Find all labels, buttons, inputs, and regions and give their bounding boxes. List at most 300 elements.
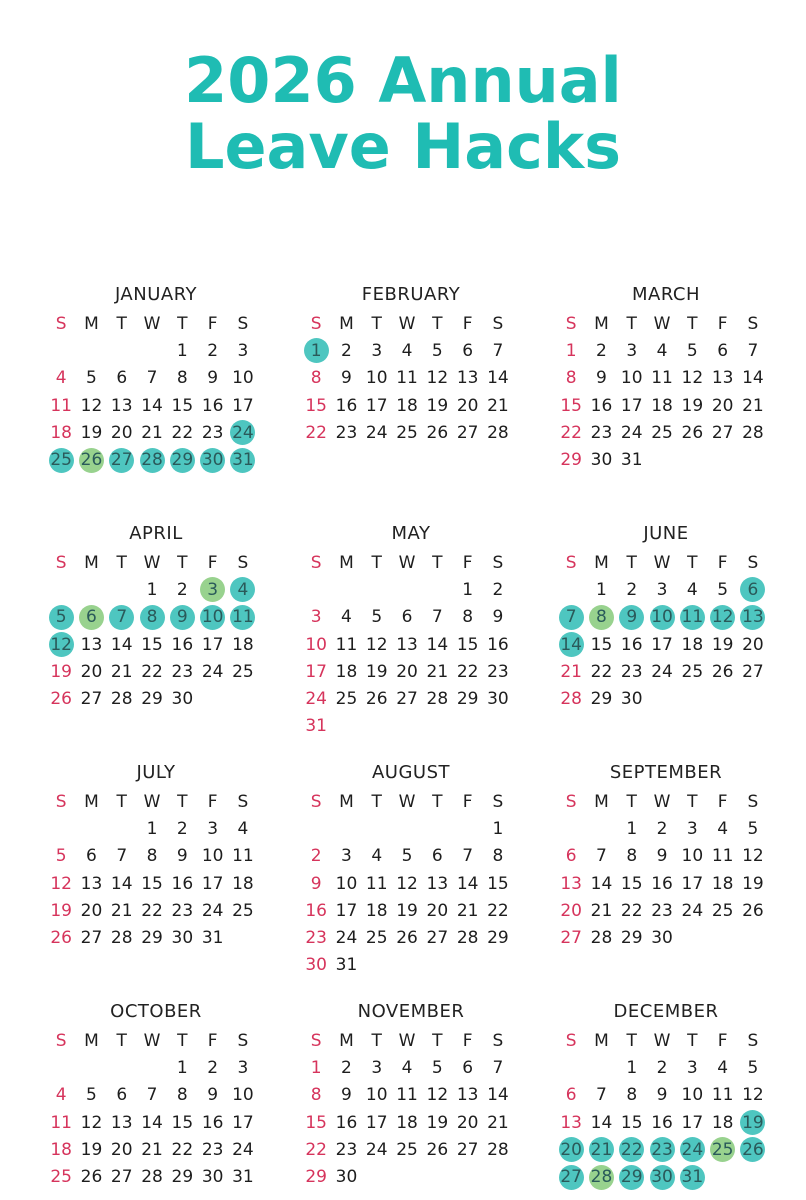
day-number: 30 bbox=[487, 689, 509, 710]
day-number: 3 bbox=[310, 607, 322, 628]
day-number: 5 bbox=[717, 579, 729, 600]
day-number: 18 bbox=[396, 1112, 418, 1133]
day-number: 11 bbox=[50, 395, 72, 416]
month-november bbox=[301, 999, 521, 1191]
day-cell bbox=[617, 392, 647, 419]
leave-day bbox=[617, 1163, 647, 1190]
day-number: 5 bbox=[401, 846, 413, 867]
day-number: 22 bbox=[590, 661, 613, 682]
weekday-header: T bbox=[432, 313, 443, 334]
month-grid bbox=[556, 549, 776, 713]
day-number: 10 bbox=[620, 368, 643, 389]
day-cell bbox=[301, 1082, 331, 1109]
day-cell bbox=[107, 631, 137, 658]
day-cell bbox=[107, 419, 137, 446]
weekday-header: S bbox=[310, 791, 322, 812]
day-cell bbox=[707, 1109, 737, 1136]
day-cell bbox=[707, 365, 737, 392]
day-number: 21 bbox=[487, 395, 509, 416]
page-title bbox=[0, 44, 806, 183]
weekday-header: W bbox=[398, 791, 416, 812]
day-number: 9 bbox=[341, 1085, 352, 1106]
day-cell bbox=[483, 576, 513, 603]
day-cell bbox=[167, 1109, 197, 1136]
day-number: 23 bbox=[651, 900, 673, 921]
day-number: 30 bbox=[171, 689, 194, 710]
day-cell bbox=[331, 365, 361, 392]
day-cell bbox=[362, 392, 392, 419]
empty-cell bbox=[46, 1054, 76, 1081]
day-cell bbox=[586, 419, 616, 446]
day-number: 17 bbox=[620, 395, 643, 416]
day-number: 25 bbox=[711, 900, 734, 921]
day-cell bbox=[647, 1054, 677, 1081]
day-cell bbox=[647, 1109, 677, 1136]
day-number: 9 bbox=[492, 607, 504, 628]
day-number: 19 bbox=[80, 1139, 103, 1160]
day-number: 17 bbox=[365, 1112, 388, 1133]
day-number: 18 bbox=[396, 395, 418, 416]
month-grid bbox=[46, 310, 266, 474]
day-number: 11 bbox=[681, 607, 704, 628]
day-number: 25 bbox=[50, 450, 72, 471]
day-number: 10 bbox=[305, 634, 327, 655]
day-number: 12 bbox=[80, 395, 103, 416]
day-number: 14 bbox=[110, 634, 133, 655]
day-cell bbox=[422, 685, 452, 712]
month-grid bbox=[301, 310, 521, 446]
day-number: 16 bbox=[171, 634, 194, 655]
day-cell bbox=[422, 365, 452, 392]
day-number: 31 bbox=[201, 928, 224, 949]
empty-cell bbox=[362, 576, 392, 603]
day-number: 1 bbox=[596, 579, 607, 600]
day-cell bbox=[483, 392, 513, 419]
day-number: 12 bbox=[50, 634, 72, 655]
month-june bbox=[556, 521, 776, 713]
empty-cell bbox=[392, 576, 422, 603]
day-number: 1 bbox=[176, 340, 188, 361]
leave-day bbox=[228, 446, 258, 473]
empty-cell bbox=[107, 815, 137, 842]
day-number: 2 bbox=[176, 579, 188, 600]
day-number: 21 bbox=[141, 422, 163, 443]
weekday-header: S bbox=[565, 1030, 577, 1051]
day-number: 7 bbox=[492, 340, 504, 361]
day-number: 13 bbox=[80, 873, 103, 894]
day-number: 1 bbox=[492, 818, 504, 839]
day-cell bbox=[617, 419, 647, 446]
day-number: 16 bbox=[651, 1112, 673, 1133]
day-number: 18 bbox=[50, 422, 72, 443]
day-number: 1 bbox=[626, 818, 638, 839]
month-grid bbox=[46, 549, 266, 713]
day-number: 8 bbox=[565, 368, 577, 389]
weekday-header: S bbox=[565, 313, 577, 334]
day-cell bbox=[46, 897, 76, 924]
month-grid bbox=[301, 549, 521, 740]
weekday-header: W bbox=[143, 313, 161, 334]
day-cell bbox=[452, 870, 482, 897]
day-number: 25 bbox=[365, 928, 388, 949]
day-cell bbox=[107, 1136, 137, 1163]
day-number: 31 bbox=[620, 450, 643, 471]
day-number: 28 bbox=[110, 928, 133, 949]
day-number: 6 bbox=[116, 1085, 128, 1106]
day-cell bbox=[647, 392, 677, 419]
day-cell bbox=[76, 1136, 106, 1163]
day-number: 21 bbox=[141, 1139, 163, 1160]
day-number: 23 bbox=[590, 422, 613, 443]
day-number: 29 bbox=[171, 450, 194, 471]
leave-day bbox=[677, 604, 707, 631]
day-cell bbox=[331, 1109, 361, 1136]
day-number: 11 bbox=[396, 1085, 418, 1106]
day-number: 27 bbox=[396, 689, 418, 710]
day-number: 27 bbox=[560, 1167, 582, 1188]
day-number: 14 bbox=[560, 634, 582, 655]
day-number: 13 bbox=[560, 873, 582, 894]
day-cell bbox=[422, 1054, 452, 1081]
day-number: 10 bbox=[651, 607, 673, 628]
empty-cell bbox=[76, 1054, 106, 1081]
month-grid bbox=[556, 788, 776, 952]
day-number: 17 bbox=[201, 873, 224, 894]
day-number: 7 bbox=[596, 1085, 607, 1106]
day-number: 4 bbox=[717, 818, 729, 839]
day-number: 3 bbox=[371, 1057, 383, 1078]
day-number: 14 bbox=[141, 395, 163, 416]
day-number: 8 bbox=[626, 846, 638, 867]
day-cell bbox=[137, 658, 167, 685]
day-number: 29 bbox=[560, 450, 582, 471]
weekday-header: M bbox=[594, 313, 609, 334]
day-cell bbox=[586, 337, 616, 364]
day-number: 12 bbox=[80, 1112, 103, 1133]
day-number: 5 bbox=[431, 1057, 443, 1078]
month-name: MAY bbox=[391, 523, 431, 544]
day-cell bbox=[197, 419, 227, 446]
empty-cell bbox=[331, 815, 361, 842]
day-cell bbox=[617, 1109, 647, 1136]
day-number: 6 bbox=[717, 340, 729, 361]
day-cell bbox=[137, 897, 167, 924]
month-name: APRIL bbox=[129, 523, 183, 544]
day-cell bbox=[197, 392, 227, 419]
day-cell bbox=[137, 1163, 167, 1190]
day-number: 2 bbox=[207, 1057, 219, 1078]
weekday-header: F bbox=[717, 552, 728, 573]
day-number: 2 bbox=[656, 1057, 668, 1078]
day-number: 24 bbox=[365, 422, 388, 443]
weekday-header: T bbox=[626, 1030, 637, 1051]
day-number: 2 bbox=[207, 340, 219, 361]
day-cell bbox=[301, 870, 331, 897]
day-number: 19 bbox=[681, 395, 704, 416]
month-january bbox=[46, 282, 266, 474]
day-number: 21 bbox=[456, 900, 479, 921]
day-number: 30 bbox=[335, 1167, 358, 1188]
day-number: 20 bbox=[711, 395, 734, 416]
day-number: 6 bbox=[462, 1057, 474, 1078]
empty-cell bbox=[301, 576, 331, 603]
weekday-header: F bbox=[207, 1030, 218, 1051]
day-cell bbox=[677, 419, 707, 446]
month-name: DECEMBER bbox=[613, 1001, 719, 1022]
day-cell bbox=[647, 897, 677, 924]
day-cell bbox=[647, 815, 677, 842]
day-number: 22 bbox=[620, 1139, 643, 1160]
day-number: 15 bbox=[620, 873, 643, 894]
day-cell bbox=[647, 658, 677, 685]
day-number: 20 bbox=[456, 1112, 479, 1133]
weekday-header: M bbox=[594, 791, 609, 812]
day-number: 4 bbox=[401, 340, 413, 361]
day-cell bbox=[362, 1054, 392, 1081]
day-cell bbox=[556, 419, 586, 446]
day-number: 3 bbox=[207, 818, 219, 839]
day-number: 18 bbox=[232, 873, 254, 894]
day-cell bbox=[331, 685, 361, 712]
empty-cell bbox=[586, 815, 616, 842]
day-number: 21 bbox=[110, 900, 133, 921]
weekday-header: W bbox=[653, 552, 671, 573]
day-number: 28 bbox=[742, 422, 764, 443]
day-cell bbox=[301, 924, 331, 951]
day-number: 11 bbox=[711, 846, 734, 867]
day-cell bbox=[137, 843, 167, 870]
day-cell bbox=[137, 1082, 167, 1109]
day-number: 14 bbox=[590, 1112, 613, 1133]
month-september bbox=[556, 760, 776, 952]
empty-cell bbox=[362, 815, 392, 842]
leave-day bbox=[647, 1136, 677, 1163]
day-number: 27 bbox=[110, 450, 133, 471]
day-number: 18 bbox=[651, 395, 673, 416]
day-number: 28 bbox=[560, 689, 582, 710]
day-cell bbox=[301, 1136, 331, 1163]
day-cell bbox=[707, 897, 737, 924]
holiday-day bbox=[76, 604, 106, 631]
day-cell bbox=[167, 658, 197, 685]
day-number: 16 bbox=[305, 900, 327, 921]
leave-day bbox=[738, 1109, 768, 1136]
day-cell bbox=[46, 1082, 76, 1109]
day-number: 19 bbox=[396, 900, 418, 921]
holiday-day bbox=[197, 576, 227, 603]
day-cell bbox=[452, 419, 482, 446]
day-cell bbox=[46, 419, 76, 446]
day-cell bbox=[197, 337, 227, 364]
day-number: 8 bbox=[492, 846, 504, 867]
month-grid bbox=[46, 788, 266, 952]
day-cell bbox=[586, 1109, 616, 1136]
day-number: 21 bbox=[426, 661, 449, 682]
day-cell bbox=[362, 604, 392, 631]
day-number: 1 bbox=[176, 1057, 188, 1078]
day-number: 16 bbox=[171, 873, 194, 894]
day-cell bbox=[301, 1163, 331, 1190]
empty-cell bbox=[586, 1054, 616, 1081]
leave-day bbox=[228, 576, 258, 603]
day-cell bbox=[76, 1163, 106, 1190]
day-number: 15 bbox=[560, 395, 582, 416]
weekday-header: S bbox=[237, 552, 249, 573]
day-cell bbox=[677, 815, 707, 842]
weekday-header: S bbox=[492, 552, 504, 573]
day-cell bbox=[586, 685, 616, 712]
day-number: 23 bbox=[335, 1139, 358, 1160]
day-cell bbox=[46, 365, 76, 392]
weekday-header: M bbox=[594, 552, 609, 573]
leave-day bbox=[167, 446, 197, 473]
day-number: 4 bbox=[717, 1057, 729, 1078]
weekday-header: S bbox=[310, 313, 322, 334]
day-cell bbox=[677, 870, 707, 897]
day-cell bbox=[76, 392, 106, 419]
day-cell bbox=[76, 897, 106, 924]
day-number: 29 bbox=[141, 928, 163, 949]
day-number: 17 bbox=[651, 634, 673, 655]
weekday-header: S bbox=[565, 552, 577, 573]
day-number: 6 bbox=[116, 368, 128, 389]
weekday-header: T bbox=[687, 313, 698, 334]
day-number: 24 bbox=[232, 1139, 254, 1160]
day-cell bbox=[452, 365, 482, 392]
weekday-header: M bbox=[339, 1030, 354, 1051]
day-cell bbox=[228, 365, 258, 392]
day-number: 13 bbox=[110, 1112, 133, 1133]
day-cell bbox=[167, 419, 197, 446]
day-number: 22 bbox=[560, 422, 582, 443]
day-number: 4 bbox=[686, 579, 698, 600]
day-cell bbox=[197, 1136, 227, 1163]
day-cell bbox=[137, 924, 167, 951]
day-number: 14 bbox=[456, 873, 479, 894]
month-grid bbox=[301, 1027, 521, 1191]
day-cell bbox=[392, 1136, 422, 1163]
day-number: 25 bbox=[232, 900, 254, 921]
day-cell bbox=[483, 631, 513, 658]
day-number: 5 bbox=[371, 607, 383, 628]
day-number: 29 bbox=[171, 1167, 194, 1188]
day-number: 29 bbox=[305, 1167, 327, 1188]
day-cell bbox=[422, 843, 452, 870]
day-number: 26 bbox=[711, 661, 734, 682]
day-number: 30 bbox=[171, 928, 194, 949]
day-number: 11 bbox=[50, 1112, 72, 1133]
leave-day bbox=[738, 576, 768, 603]
day-number: 16 bbox=[487, 634, 509, 655]
weekday-header: W bbox=[398, 1030, 416, 1051]
day-cell bbox=[617, 337, 647, 364]
day-cell bbox=[647, 870, 677, 897]
day-number: 8 bbox=[146, 607, 158, 628]
day-number: 30 bbox=[201, 1167, 224, 1188]
day-cell bbox=[228, 337, 258, 364]
day-cell bbox=[331, 870, 361, 897]
day-number: 7 bbox=[462, 846, 474, 867]
day-cell bbox=[707, 576, 737, 603]
day-cell bbox=[586, 870, 616, 897]
day-cell bbox=[46, 1109, 76, 1136]
day-cell bbox=[167, 924, 197, 951]
month-october bbox=[46, 999, 266, 1191]
day-cell bbox=[392, 419, 422, 446]
day-number: 15 bbox=[305, 395, 327, 416]
day-cell bbox=[197, 631, 227, 658]
day-number: 26 bbox=[80, 1167, 103, 1188]
weekday-header: F bbox=[462, 552, 473, 573]
empty-cell bbox=[137, 1054, 167, 1081]
day-cell bbox=[362, 337, 392, 364]
day-cell bbox=[362, 1109, 392, 1136]
day-cell bbox=[46, 870, 76, 897]
day-cell bbox=[301, 658, 331, 685]
day-number: 25 bbox=[396, 1139, 418, 1160]
day-cell bbox=[392, 337, 422, 364]
weekday-header: T bbox=[687, 552, 698, 573]
day-cell bbox=[362, 843, 392, 870]
day-number: 26 bbox=[396, 928, 418, 949]
day-cell bbox=[392, 685, 422, 712]
weekday-header: F bbox=[207, 791, 218, 812]
day-cell bbox=[556, 897, 586, 924]
day-cell bbox=[392, 365, 422, 392]
day-number: 27 bbox=[456, 1139, 479, 1160]
day-number: 25 bbox=[335, 689, 358, 710]
day-cell bbox=[46, 1163, 76, 1190]
leave-day bbox=[647, 604, 677, 631]
day-number: 2 bbox=[176, 818, 188, 839]
weekday-header: M bbox=[84, 1030, 99, 1051]
day-number: 15 bbox=[456, 634, 479, 655]
weekday-header: S bbox=[310, 1030, 322, 1051]
day-cell bbox=[301, 604, 331, 631]
day-cell bbox=[137, 392, 167, 419]
day-cell bbox=[137, 576, 167, 603]
day-cell bbox=[452, 1082, 482, 1109]
day-number: 7 bbox=[146, 1085, 158, 1106]
month-may bbox=[301, 521, 521, 740]
day-number: 31 bbox=[335, 955, 358, 976]
day-cell bbox=[586, 924, 616, 951]
day-number: 11 bbox=[711, 1085, 734, 1106]
day-cell bbox=[556, 1082, 586, 1109]
day-number: 9 bbox=[656, 1085, 668, 1106]
day-number: 10 bbox=[365, 1085, 388, 1106]
day-number: 28 bbox=[110, 689, 133, 710]
day-number: 16 bbox=[335, 1112, 358, 1133]
day-cell bbox=[197, 870, 227, 897]
day-number: 24 bbox=[201, 900, 224, 921]
day-number: 22 bbox=[141, 661, 163, 682]
day-number: 16 bbox=[620, 634, 643, 655]
day-cell bbox=[167, 392, 197, 419]
holiday-day bbox=[586, 604, 616, 631]
day-cell bbox=[677, 1082, 707, 1109]
weekday-header: T bbox=[371, 1030, 382, 1051]
day-cell bbox=[228, 1136, 258, 1163]
day-cell bbox=[452, 604, 482, 631]
day-number: 12 bbox=[742, 846, 764, 867]
day-number: 20 bbox=[742, 634, 764, 655]
leave-day bbox=[46, 631, 76, 658]
day-cell bbox=[617, 815, 647, 842]
day-number: 29 bbox=[620, 1167, 643, 1188]
day-cell bbox=[46, 392, 76, 419]
day-cell bbox=[586, 1082, 616, 1109]
